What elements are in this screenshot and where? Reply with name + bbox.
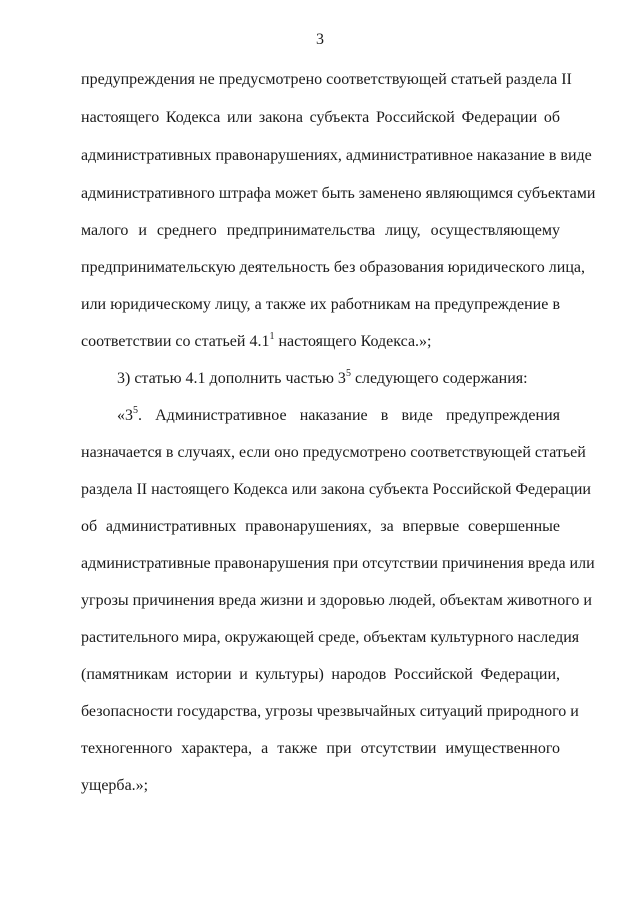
text-line: малого и среднего предпринимательства лицу, осуществляющему (81, 222, 560, 239)
superscript: 5 (133, 405, 138, 416)
text-segment: . Административное наказание в виде предупреждения (138, 407, 560, 424)
text-line: об административных правонарушениях, за впервые совершенные (81, 518, 560, 535)
superscript: 1 (269, 331, 275, 342)
text-segment: 3) статью 4.1 дополнить частью 3 (117, 370, 346, 387)
text-line: административного штрафа может быть заменено являющимся субъектами (81, 185, 596, 202)
text-line: предупреждения не предусмотрено соответствующей статьей раздела II (81, 71, 572, 88)
text-line: угрозы причинения вреда жизни и здоровью людей, объектам животного и (81, 592, 592, 609)
text-segment: «$3^5$. Административное наказание в виде предупреждения (117, 405, 560, 424)
text-line: раздела II настоящего Кодекса или закона субъекта Российской Федерации (81, 481, 591, 498)
text-segment: соответствии со статьей 4.1 (81, 333, 270, 350)
text-line: административные правонарушения при отсутствии причинения вреда или (81, 555, 595, 572)
text-line: настоящего Кодекса или закона субъекта Российской Федерации об (81, 109, 560, 126)
text-line: или юридическому лицу, а также их работникам на предупреждение в (81, 296, 560, 313)
text-segment: настоящего Кодекса.»; (274, 333, 432, 350)
superscript: 5 (345, 368, 351, 379)
page-number: 3 (316, 31, 324, 48)
text-line (81, 332, 560, 352)
text-line: техногенного характера, а также при отсутствии имущественного (81, 740, 560, 757)
text-line: административных правонарушениях, административное наказание в виде (81, 147, 592, 164)
text-line (117, 406, 560, 426)
text-line: (памятникам истории и культуры) народов Российской Федерации, (81, 666, 560, 683)
text-segment: следующего содержания: (350, 370, 528, 387)
text-line: предпринимательскую деятельность без образования юридического лица, (81, 259, 585, 276)
list-item-heading (117, 369, 560, 389)
text-line: ущерба.»; (81, 777, 149, 794)
text-line: растительного мира, окружающей среде, объектам культурного наследия (81, 629, 580, 646)
text-line: безопасности государства, угрозы чрезвычайных ситуаций природного и (81, 703, 579, 720)
text-line: назначается в случаях, если оно предусмотрено соответствующей статьей (81, 444, 586, 461)
